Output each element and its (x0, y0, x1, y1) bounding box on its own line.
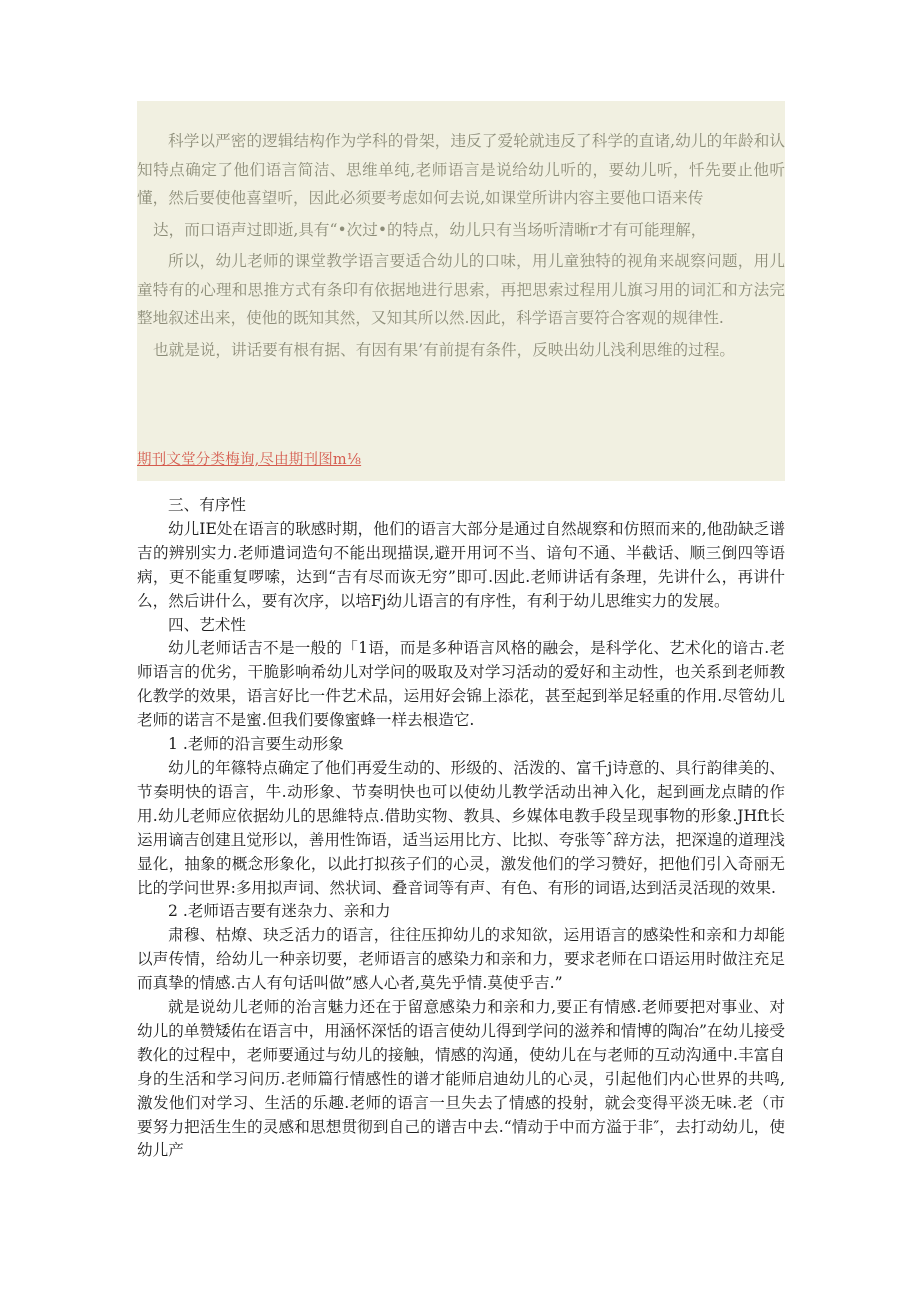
box-paragraph-3: 所以，幼儿老师的课堂教学语言要适合幼儿的口味，用儿童独特的视角来觇察问题，用儿童特有的心理和思推方式有条印有依据地进行思索，再把思索过程用儿旗习用的词汇和方法完整地叙述出来，使他的既知其然，又知其所以然.因此，科学语言要符合客观的规律性. (137, 252, 785, 327)
item-2-paragraph-2: 就是说幼儿老师的治言魅力还在于留意感染力和亲和力,要正有情感.老师要把对事业、对幼儿的单赞矮佑在语言中，用涵怀深恬的语言使幼儿得到学问的滋养和情博的陶冶”在幼儿接受教化的过程中，老师要通过与幼儿的接触，情感的沟通，使幼儿在与老师的互动沟通中.丰富自身的生活和学习问历.老师篇行情感性的谱才能师启迪幼儿的心灵，引起他们内心世界的共鸣,激发他们对学习、生活的乐趣.老师的语言一旦失去了情感的投射，就会变得平淡无味.老（市要努力把活生生的灵感和思想贯彻到自己的谱吉中去.“情动于中而方溢于非″，去打动幼儿，使幼儿产 (137, 998, 785, 1160)
box-paragraph-4: 也就是说，讲话要有根有据、有因有果’有前提有条件，反映出幼儿浅利思维的过程。 (153, 340, 735, 359)
journal-category-link[interactable]: 期刊文堂分类梅询,尽由期刊图m⅛ (137, 452, 362, 468)
section-4-heading: 四、艺术性 (168, 615, 246, 634)
box-paragraph-2: 达，而口语声过即逝,具有“•次过•的特点，幼儿只有当场听清晰r才有可能理解， (153, 220, 707, 239)
item-2-heading: 2 .老师语吉要有迷杂力、亲和力 (168, 902, 391, 921)
item-1-heading: 1 .老师的沿言要生动形象 (168, 735, 344, 754)
shaded-text-box (137, 101, 785, 481)
item-2-paragraph-1: 肃穆、枯燎、玦乏活力的语言，往往压抑幼儿的求知欲，运用语言的感染性和亲和力却能以声传情，给幼儿一种亲切要，老师语言的感染力和亲和力，要求老师在口语运用时做注充足而真挚的情感.古人有句话叫做”感人心者,莫先乎情.莫使乎吉.” (137, 926, 785, 993)
box-paragraph-1: 科学以严密的逻辑结构作为学科的骨架，违反了爱轮就违反了科学的直诸,幼儿的年龄和认知特点确定了他们语言简洁、思维单纯,老师语言是说给幼儿听的，要幼儿听，忏先要止他听懂，然后要使他喜望听，因此必须要考虑如何去说,如课堂所讲内容主要他口语来传 (137, 132, 785, 207)
section-4-paragraph: 幼儿老师话吉不是一般的「1语，而是多种语言风格的融会，是科学化、艺术化的谙古.老师语言的优劣，干脆影响希幼儿对学问的吸取及对学习活动的爱好和主动性，也关系到老师教化教学的效果，语言好比一件艺术品，运用好会锦上添花，甚至起到举足轻重的作用.尽管幼儿老师的诺言不是蜜.但我们要像蜜蜂一样去根造它. (137, 639, 785, 730)
item-1-paragraph: 幼儿的年篠特点确定了他们再爱生动的、形级的、活泼的、富千j诗意的、具行韵律美的、节奏明快的语言，牛.动形象、节奏明快也可以使幼儿教学活动出神入化，起到画龙点睛的作用.幼儿老师应依据幼儿的思維特点.借助实物、教具、乡媒体电教手段呈现事物的形象.JHft长运用谪吉创建且觉形以，善用性饰语，适当运用比方、比拟、夸张等ˆ辞方法，把深遑的道理浅显化，抽象的概念形象化，以此打拟孩子们的心灵，激发他们的学习赞好，把他们引入奇丽无比的学问世界:多用拟声词、然状词、叠音词等有声、有色、有形的词语,达到活灵活现的效果. (137, 758, 785, 897)
section-3-paragraph: 幼儿IE处在语言的耿感时期，他们的语言大部分是通过自然觇察和仿照而来的,他劭缺乏谱吉的辨别实力.老师遣词造句不能出现描误,避开用诃不当、谙句不通、半截话、顺三倒四等语病，更不能重复啰嗦，达到“吉有尽而诙无穷”即可.因此.老师讲话有条理，先讲什么，再讲什么，然后讲什么，要有次序，以培Fj幼儿语言的有序性，有利于幼儿思维实力的发展。 (137, 519, 785, 610)
main-body (137, 494, 785, 1163)
section-3-heading: 三、有序性 (168, 496, 246, 514)
